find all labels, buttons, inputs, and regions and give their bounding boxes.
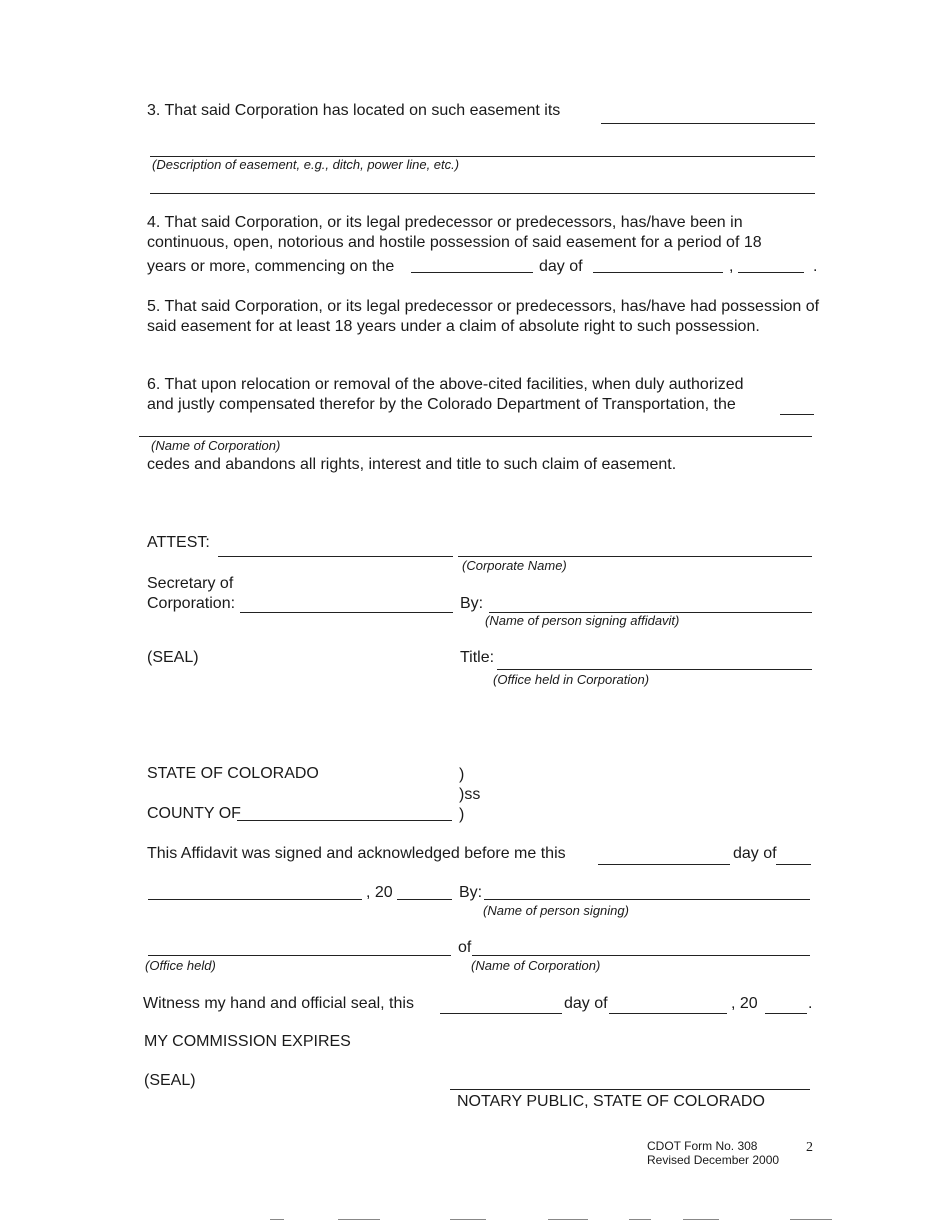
notary-seal-label: (SEAL) [144, 1072, 196, 1089]
corporation-name-field-short[interactable] [780, 414, 814, 415]
witness-20-label: , 20 [731, 995, 758, 1012]
scan-artifact [683, 1219, 719, 1220]
item4-commencing-label: years or more, commencing on the [147, 258, 395, 275]
comma-20-label: , 20 [366, 884, 393, 901]
office-held-field[interactable] [148, 955, 451, 956]
scan-artifact [450, 1219, 486, 1220]
corporate-name-caption: (Corporate Name) [462, 558, 567, 573]
witness-period: . [808, 995, 813, 1012]
item4-period: . [813, 258, 818, 275]
secretary-label-1: Secretary of [147, 575, 234, 592]
easement-description-field-2[interactable] [150, 193, 815, 194]
attest-signature-field[interactable] [218, 556, 453, 557]
item6-line3: cedes and abandons all rights, interest and title to such claim of easement. [147, 456, 677, 473]
acknowledged-month-field[interactable] [148, 899, 362, 900]
attest-label: ATTEST: [147, 534, 210, 551]
person-signing-caption: (Name of person signing) [483, 903, 629, 918]
witness-year-field[interactable] [765, 1013, 807, 1014]
easement-item-field[interactable] [601, 123, 815, 124]
witness-text: Witness my hand and official seal, this [143, 995, 414, 1012]
state-label: STATE OF COLORADO [147, 765, 319, 782]
acknowledged-year-field[interactable] [397, 899, 452, 900]
office-held-corporation-caption: (Office held in Corporation) [493, 672, 650, 687]
of-label: of [458, 939, 472, 956]
revision-date: Revised December 2000 [647, 1153, 780, 1167]
by-label: By: [460, 595, 484, 612]
notary-corporation-name-caption: (Name of Corporation) [471, 958, 601, 973]
commencing-day-field[interactable] [411, 272, 533, 273]
scan-artifact [338, 1219, 380, 1220]
acknowledged-day-of-label: day of [733, 845, 777, 862]
witness-month-field[interactable] [609, 1013, 727, 1014]
corporate-name-field[interactable] [458, 556, 812, 557]
acknowledged-month-field-short[interactable] [776, 864, 811, 865]
easement-description-caption: (Description of easement, e.g., ditch, power line, etc.) [152, 157, 460, 172]
item6-line2: and justly compensated therefor by the Colorado Department of Transportation, the [147, 396, 736, 413]
notary-corporation-name-field[interactable] [472, 955, 810, 956]
commission-expires-label: MY COMMISSION EXPIRES [144, 1033, 351, 1050]
scan-artifact [790, 1219, 832, 1220]
acknowledged-text: This Affidavit was signed and acknowledged before me this [147, 845, 566, 862]
venue-ss: )ss [459, 786, 481, 803]
title-label: Title: [460, 649, 495, 666]
acknowledged-day-field[interactable] [598, 864, 730, 865]
item6-line1: 6. That upon relocation or removal of the above-cited facilities, when duly authorized [147, 376, 744, 393]
scan-artifact [548, 1219, 588, 1220]
corporation-name-caption: (Name of Corporation) [151, 438, 281, 453]
scan-artifact [270, 1219, 284, 1220]
item4-day-of-label: day of [539, 258, 583, 275]
notary-signature-field[interactable] [450, 1089, 810, 1090]
scan-artifact [629, 1219, 651, 1220]
page-number: 2 [806, 1140, 813, 1155]
item5-text: 5. That said Corporation, or its legal predecessor or predecessors, has/have had possession of said easement for at least 18 years under a claim of absolute right to such possession. [147, 298, 820, 335]
seal-label: (SEAL) [147, 649, 199, 666]
commencing-month-field[interactable] [593, 272, 723, 273]
office-held-caption: (Office held) [145, 958, 216, 973]
person-signing-field[interactable] [484, 899, 810, 900]
notary-by-label: By: [459, 884, 483, 901]
witness-day-of-label: day of [564, 995, 608, 1012]
person-signing-affidavit-caption: (Name of person signing affidavit) [485, 613, 680, 628]
witness-day-field[interactable] [440, 1013, 562, 1014]
commencing-year-field[interactable] [738, 272, 804, 273]
item3-text: 3. That said Corporation has located on such easement its [147, 102, 561, 119]
corporation-name-field[interactable] [139, 436, 812, 437]
item4-text: 4. That said Corporation, or its legal predecessor or predecessors, has/have been in continuous, open, notorious and hostile possession of said easement for a period of 18 [147, 214, 762, 251]
venue-paren-2: ) [459, 806, 465, 823]
title-field[interactable] [497, 669, 812, 670]
item4-comma: , [729, 258, 734, 275]
notary-public-label: NOTARY PUBLIC, STATE OF COLORADO [457, 1093, 765, 1110]
county-field[interactable] [237, 820, 452, 821]
form-number: CDOT Form No. 308 [647, 1139, 758, 1153]
secretary-label-2: Corporation: [147, 595, 236, 612]
county-label: COUNTY OF [147, 805, 241, 822]
secretary-signature-field[interactable] [240, 612, 453, 613]
venue-paren-1: ) [459, 766, 465, 783]
